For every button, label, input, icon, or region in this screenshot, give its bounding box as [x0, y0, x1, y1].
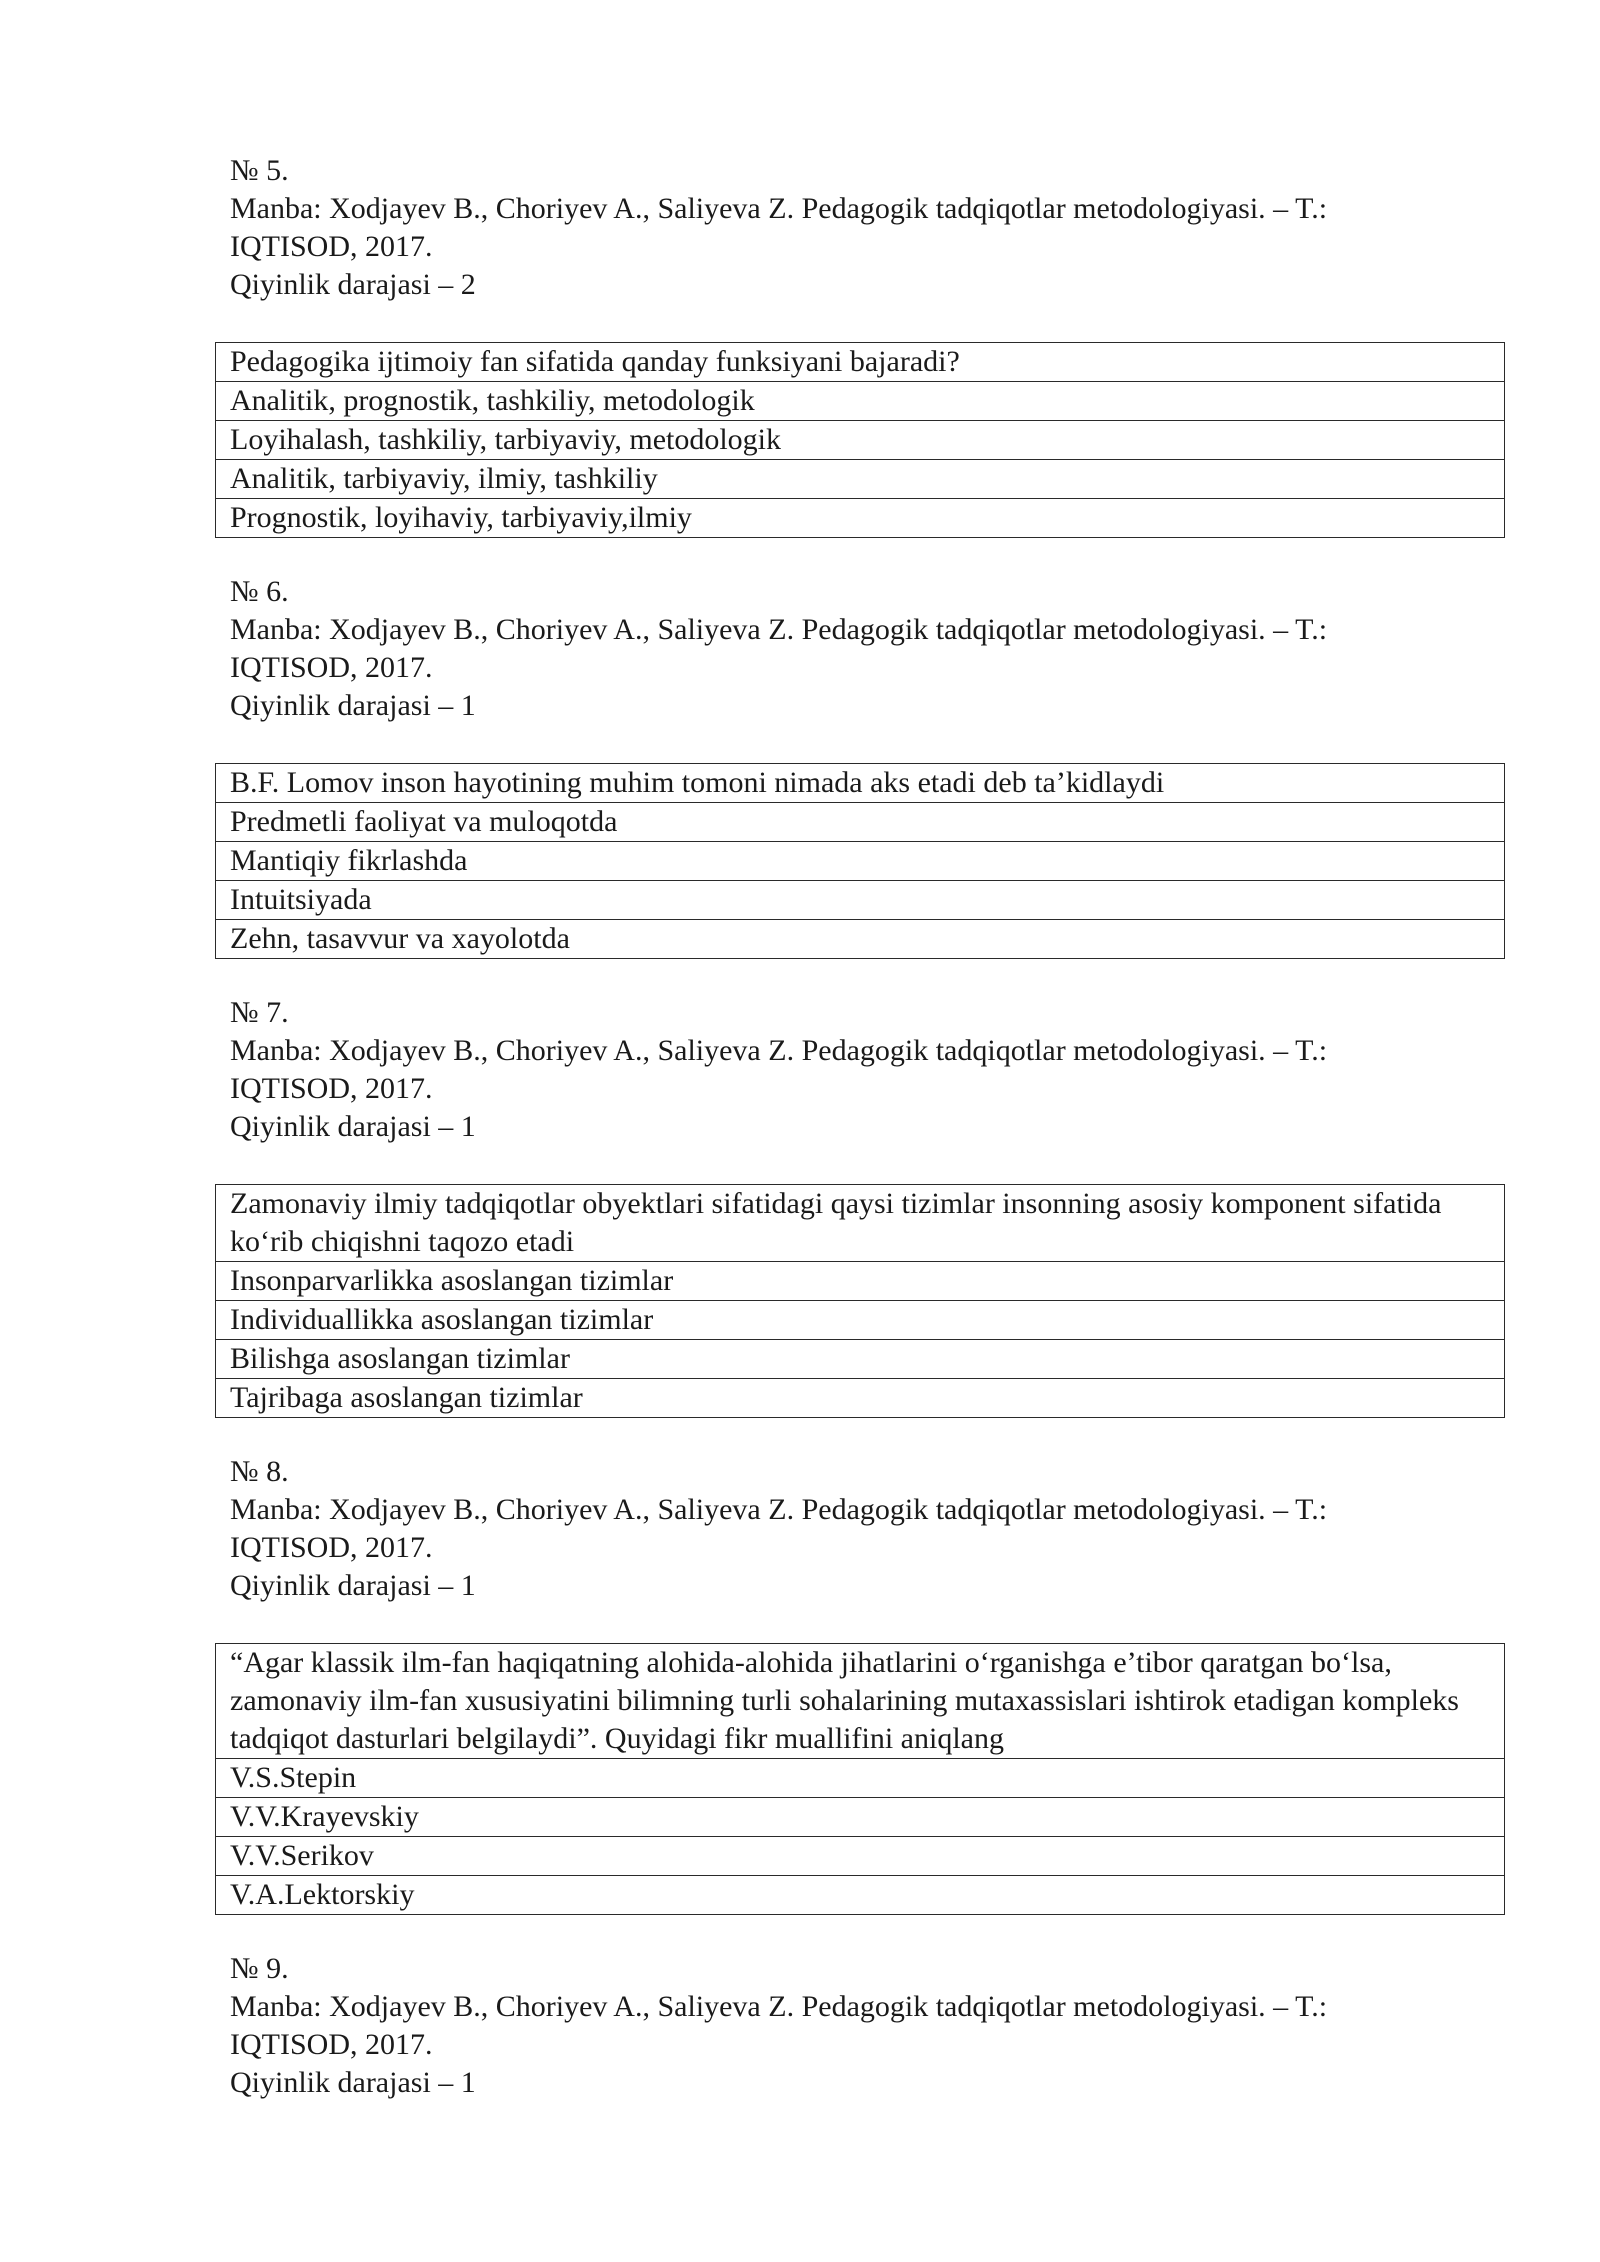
question-difficulty: Qiyinlik darajasi – 1 — [230, 1569, 476, 1602]
question-row — [216, 343, 1505, 382]
question-difficulty: Qiyinlik darajasi – 1 — [230, 689, 476, 722]
answer-row — [216, 499, 1505, 538]
question-text: Pedagogika ijtimoiy fan sifatida qanday funksiyani bajaradi? — [216, 343, 1505, 382]
answer-option: Insonparvarlikka asoslangan tizimlar — [216, 1262, 1505, 1301]
question-table — [215, 342, 1505, 538]
question-text: “Agar klassik ilm-fan haqiqatning alohida-alohida jihatlarini o‘rganishga e’tibor qaratgan bo‘lsa, zamonaviy ilm-fan xususiyatini bilimning turli sohalarining mutaxassislari ishtirok etadigan kompleks tadqiqot dasturlari belgilaydi”. Quyidagi fikr muallifini aniqlang — [216, 1644, 1505, 1759]
answer-option: Individuallikka asoslangan tizimlar — [216, 1301, 1505, 1340]
answer-option: Mantiqiy fikrlashda — [216, 842, 1505, 881]
question-number: № 8. — [230, 1455, 289, 1488]
answer-option: Prognostik, loyihaviy, tarbiyaviy,ilmiy — [216, 499, 1505, 538]
answer-row — [216, 881, 1505, 920]
answer-row — [216, 1379, 1505, 1418]
answer-row — [216, 1262, 1505, 1301]
question-item-9 — [0, 1950, 1600, 2102]
question-table — [215, 1184, 1505, 1418]
question-list — [0, 152, 1600, 2137]
question-source: Manba: Xodjayev B., Choriyev A., Saliyeva Z. Pedagogik tadqiqotlar metodologiyasi. – T.: IQTISOD, 2017. — [230, 192, 1328, 263]
answer-option: Loyihalash, tashkiliy, tarbiyaviy, metodologik — [216, 421, 1505, 460]
question-item-8 — [0, 1453, 1600, 1915]
answer-option: V.A.Lektorskiy — [216, 1876, 1505, 1915]
question-table — [215, 1643, 1505, 1915]
answer-option: V.S.Stepin — [216, 1759, 1505, 1798]
answer-option: Tajribaga asoslangan tizimlar — [216, 1379, 1505, 1418]
question-source: Manba: Xodjayev B., Choriyev A., Saliyeva Z. Pedagogik tadqiqotlar metodologiyasi. – T.: IQTISOD, 2017. — [230, 613, 1328, 684]
question-row — [216, 764, 1505, 803]
question-number: № 9. — [230, 1952, 289, 1985]
answer-option: Analitik, tarbiyaviy, ilmiy, tashkiliy — [216, 460, 1505, 499]
question-row — [216, 1185, 1505, 1262]
question-number: № 6. — [230, 575, 289, 608]
answer-option: V.V.Serikov — [216, 1837, 1505, 1876]
question-meta — [0, 573, 1600, 725]
answer-row — [216, 803, 1505, 842]
answer-row — [216, 920, 1505, 959]
answer-row — [216, 1876, 1505, 1915]
question-difficulty: Qiyinlik darajasi – 2 — [230, 268, 476, 301]
answer-row — [216, 1301, 1505, 1340]
question-item-7 — [0, 994, 1600, 1418]
answer-option: V.V.Krayevskiy — [216, 1798, 1505, 1837]
answer-row — [216, 382, 1505, 421]
answer-row — [216, 460, 1505, 499]
question-source: Manba: Xodjayev B., Choriyev A., Saliyeva Z. Pedagogik tadqiqotlar metodologiyasi. – T.: IQTISOD, 2017. — [230, 1493, 1328, 1564]
answer-option: Intuitsiyada — [216, 881, 1505, 920]
answer-row — [216, 421, 1505, 460]
question-difficulty: Qiyinlik darajasi – 1 — [230, 1110, 476, 1143]
question-source: Manba: Xodjayev B., Choriyev A., Saliyeva Z. Pedagogik tadqiqotlar metodologiyasi. – T.: IQTISOD, 2017. — [230, 1990, 1328, 2061]
question-number: № 7. — [230, 996, 289, 1029]
answer-row — [216, 842, 1505, 881]
question-item-6 — [0, 573, 1600, 959]
answer-row — [216, 1759, 1505, 1798]
answer-option: Zehn, tasavvur va xayolotda — [216, 920, 1505, 959]
question-meta — [0, 1453, 1600, 1605]
question-table — [215, 763, 1505, 959]
answer-option: Bilishga asoslangan tizimlar — [216, 1340, 1505, 1379]
question-text: B.F. Lomov inson hayotining muhim tomoni nimada aks etadi deb ta’kidlaydi — [216, 764, 1505, 803]
question-item-5 — [0, 152, 1600, 538]
answer-row — [216, 1798, 1505, 1837]
answer-row — [216, 1340, 1505, 1379]
answer-option: Analitik, prognostik, tashkiliy, metodologik — [216, 382, 1505, 421]
question-row — [216, 1644, 1505, 1759]
answer-option: Predmetli faoliyat va muloqotda — [216, 803, 1505, 842]
question-source: Manba: Xodjayev B., Choriyev A., Saliyeva Z. Pedagogik tadqiqotlar metodologiyasi. – T.: IQTISOD, 2017. — [230, 1034, 1328, 1105]
question-text: Zamonaviy ilmiy tadqiqotlar obyektlari sifatidagi qaysi tizimlar insonning asosiy komponent sifatida ko‘rib chiqishni taqozo etadi — [216, 1185, 1505, 1262]
question-difficulty: Qiyinlik darajasi – 1 — [230, 2066, 476, 2099]
question-meta — [0, 1950, 1600, 2102]
answer-row — [216, 1837, 1505, 1876]
question-number: № 5. — [230, 154, 289, 187]
question-meta — [0, 152, 1600, 304]
question-meta — [0, 994, 1600, 1146]
